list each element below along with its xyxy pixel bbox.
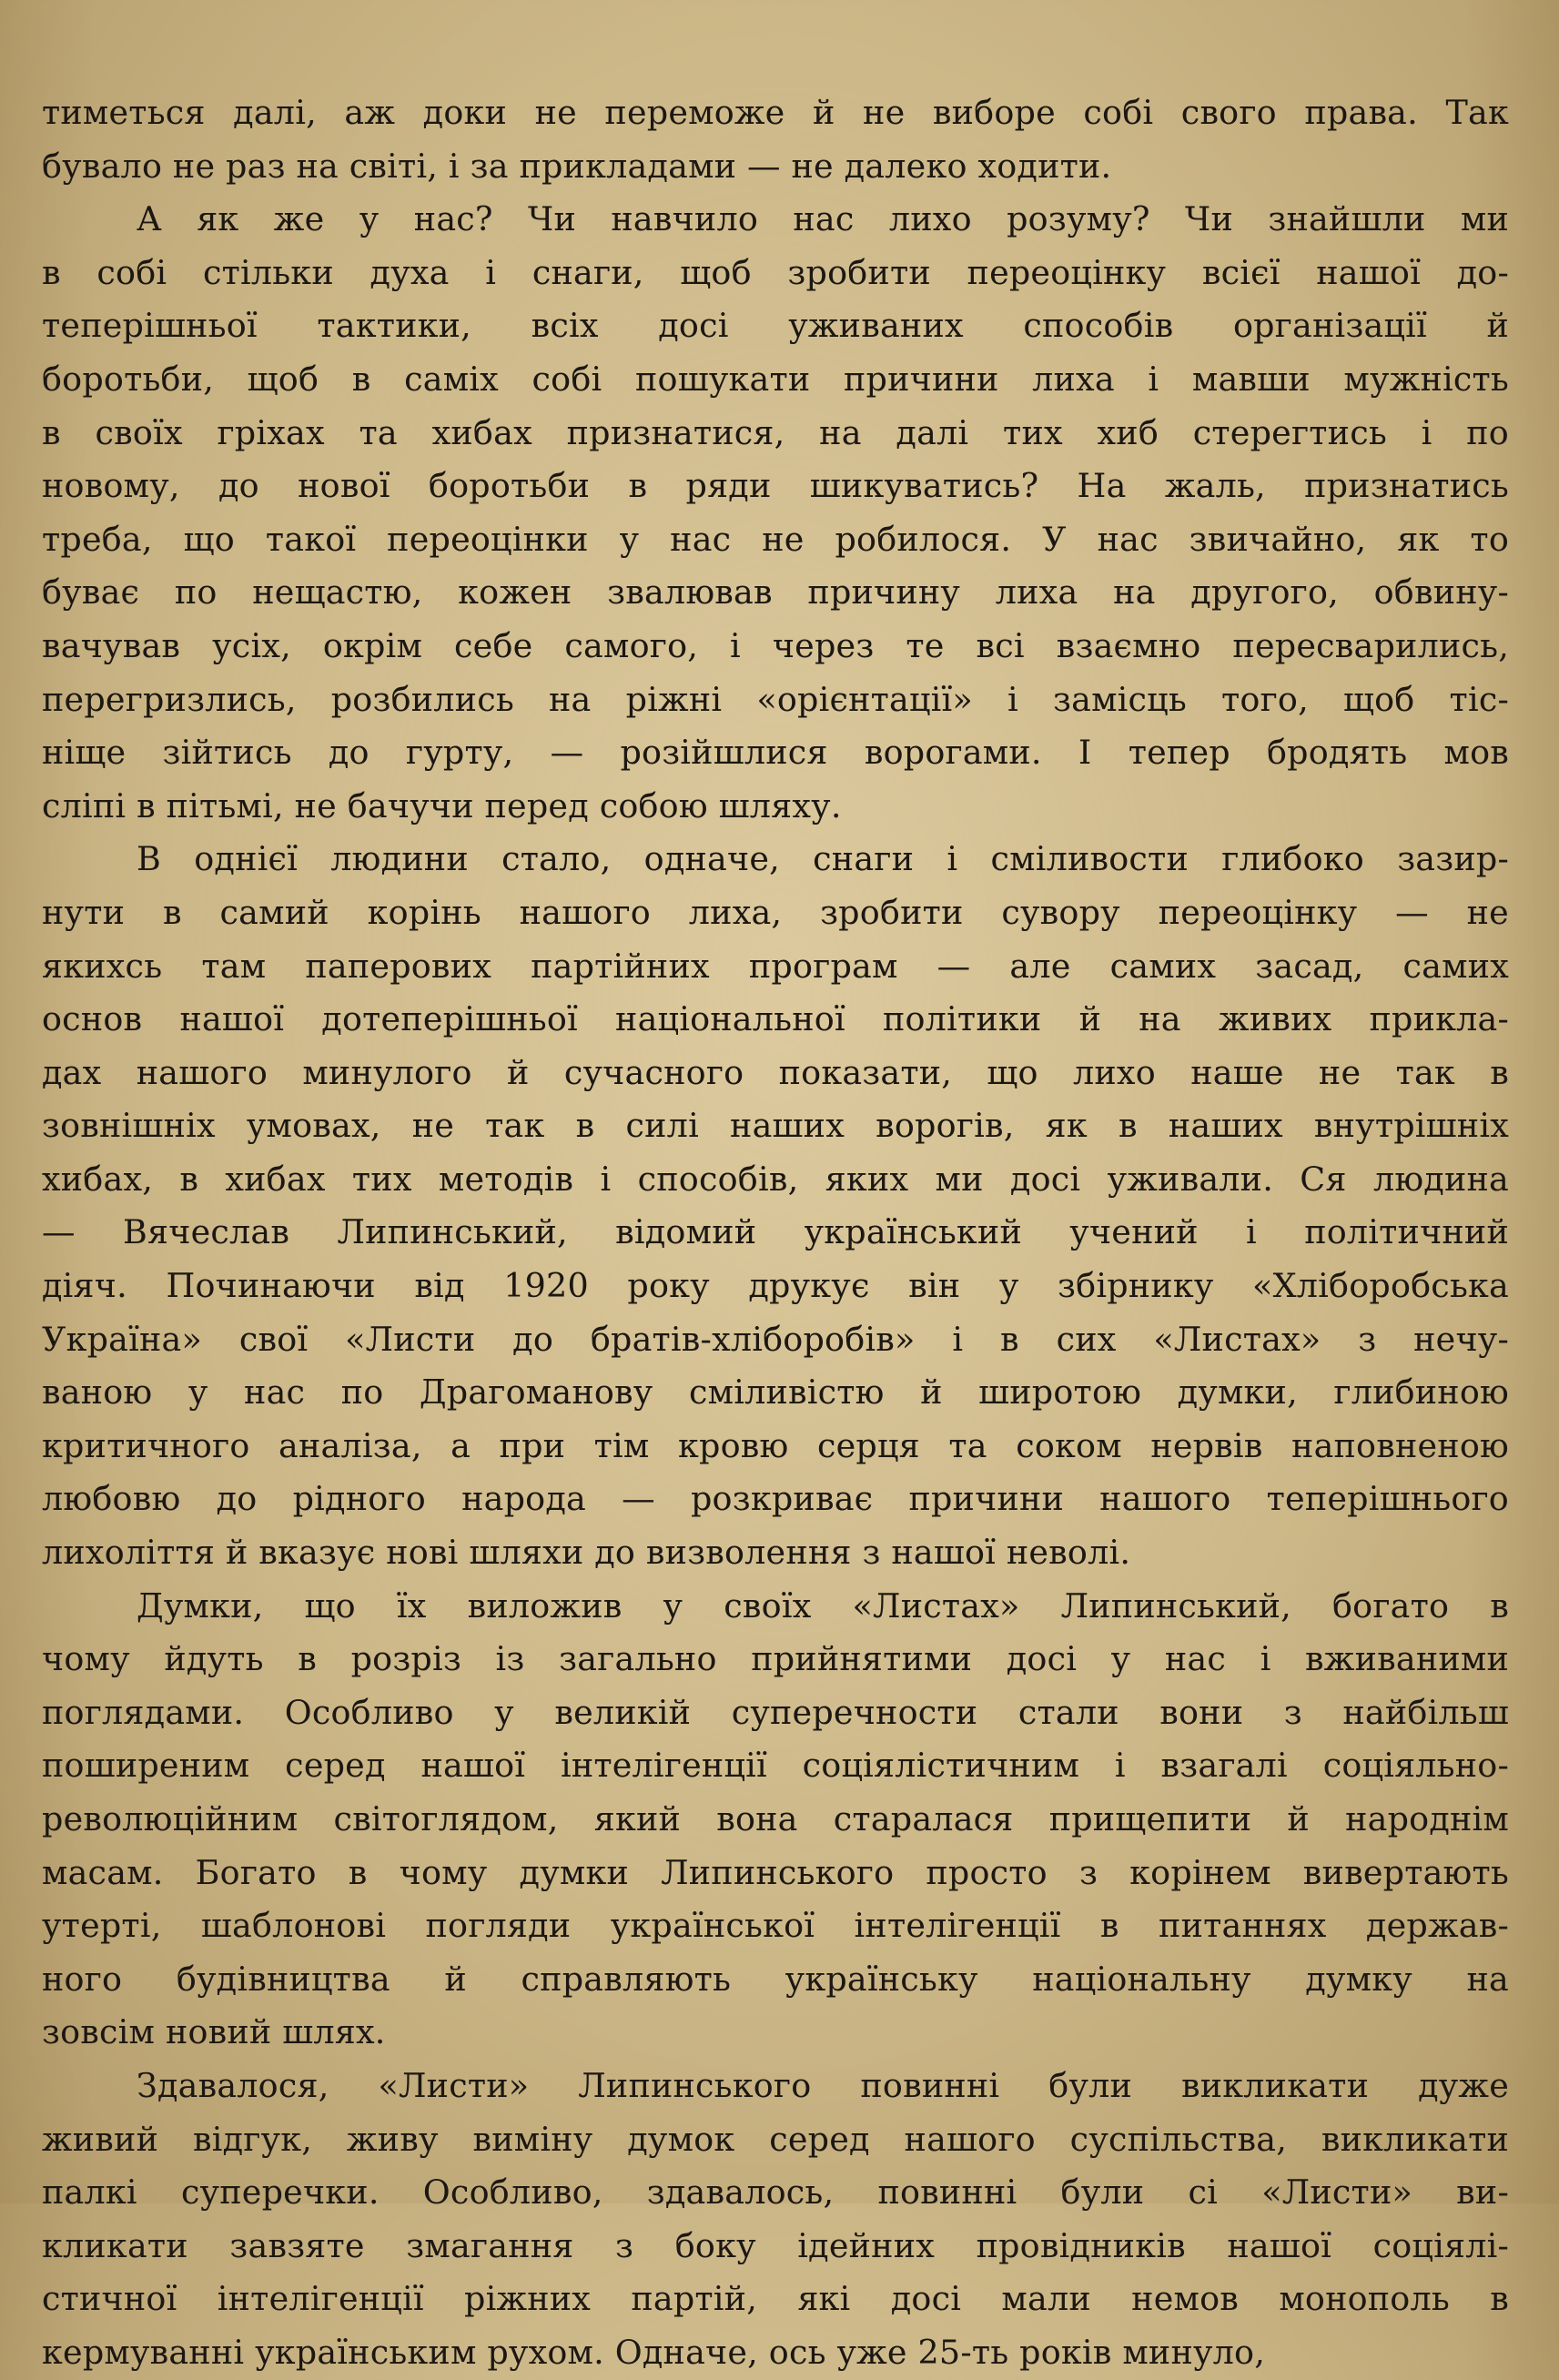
text-line: Думки, що їх виложив у своїх «Листах» Липинський, богато в [137,1585,1509,1625]
text-line: ного будівництва й справляють українську національну думку на [42,1959,1509,1999]
paragraph [42,86,1509,193]
text-line: нути в самий корінь нашого лиха, зробити сувору переоцінку — не [42,892,1509,932]
text-line: революційним світоглядом, який вона старалася прищепити й народнім [42,1799,1509,1838]
text-line: ніще зійтись до гурту, — розійшлися ворогами. І тепер бродять мов [42,733,1509,773]
text-line: масам. Богато в чому думки Липинського просто з корінем вивертають [42,1852,1509,1892]
paragraph [42,2060,1509,2380]
text-line: любовю до рідного народа — розкриває причини нашого теперішнього [42,1479,1509,1519]
text-line: дах нашого минулого й сучасного показати, що лихо наше не так в [42,1052,1509,1092]
text-line: зовнішніх умовах, не так в силі наших ворогів, як в наших внутрішніх [42,1106,1509,1146]
text-line: критичного аналіза, а при тім кровю серця та соком нервів наповненою [42,1425,1509,1465]
text-line: утерті, шаблонові погляди української інтелігенції в питаннях держав- [42,1906,1509,1946]
text-line: палкі суперечки. Особливо, здавалось, повинні були сі «Листи» ви- [42,2172,1509,2213]
text-line: — Вячеслав Липинський, відомий український учений і політичний [42,1212,1509,1252]
paragraph [42,833,1509,1579]
text-line: боротьби, щоб в саміх собі пошукати причини лиха і мавши мужність [42,359,1509,399]
text-line: в своїх гріхах та хибах признатися, на далі тих хиб стерегтись і по [42,412,1509,452]
paragraph [42,1580,1509,2060]
text-line: Здавалося, «Листи» Липинського повинні були викликати дуже [137,2065,1509,2105]
document-page [42,86,1509,2372]
text-line: А як же у нас? Чи навчило нас лихо розуму? Чи знайшли ми [137,199,1509,239]
text-line: лихоліття й вказує нові шляхи до визволення з нашої неволі. [42,1533,1131,1573]
text-line: живий відгук, живу виміну думок серед нашого суспільства, викликати [42,2119,1509,2159]
text-line: поширеним серед нашої інтелігенції соціялістичним і взагалі соціяльно- [42,1746,1509,1786]
text-line: кермуванні українським рухом. Одначе, ось уже 25-ть років минуло, [42,2332,1266,2372]
text-line: буває по нещастю, кожен звалював причину лиха на другого, обвину- [42,572,1509,613]
text-line: новому, до нової боротьби в ряди шикуватись? На жаль, признатись [42,466,1509,506]
paragraph [42,193,1509,833]
text-line: чому йдуть в розріз із загально прийнятими досі у нас і вживаними [42,1639,1509,1679]
text-line: поглядами. Особливо у великій суперечности стали вони з найбільш [42,1692,1509,1732]
text-line: основ нашої дотеперішньої національної політики й на живих прикла- [42,999,1509,1039]
text-line: тиметься далі, аж доки не переможе й не виборе собі свого права. Так [42,93,1509,132]
text-line: теперішньої тактики, всіх досі уживаних способів організації й [42,306,1509,346]
text-line: в собі стільки духа і снаги, щоб зробити переоцінку всієї нашої до- [42,252,1509,292]
text-line: якихсь там паперових партійних програм — але самих засад, самих [42,946,1509,986]
text-line: В однієї людини стало, одначе, снаги і сміливости глибоко зазир- [137,839,1509,879]
text-line: бувало не раз на світі, і за прикладами — не далеко ходити. [42,146,1112,186]
text-line: перегризлись, розбились на ріжні «орієнтації» і замісць того, щоб тіс- [42,679,1509,719]
text-line: стичної інтелігенції ріжних партій, які досі мали немов монополь в [42,2279,1509,2319]
text-line: зовсім новий шлях. [42,2012,386,2052]
text-line: ваною у нас по Драгоманову сміливістю й широтою думки, глибиною [42,1372,1509,1413]
text-line: Україна» свої «Листи до братів-хліборобів» і в сих «Листах» з нечу- [42,1319,1509,1359]
text-line: треба, що такої переоцінки у нас не робилося. У нас звичайно, як то [42,519,1509,559]
text-line: сліпі в пітьмі, не бачучи перед собою шляху. [42,785,842,825]
text-line: кликати завзяте змагання з боку ідейних провідників нашої соціялі- [42,2225,1509,2265]
text-line: хибах, в хибах тих методів і способів, яких ми досі уживали. Ся людина [42,1159,1509,1199]
text-line: діяч. Починаючи від 1920 року друкує він у збірнику «Хліборобська [42,1266,1509,1306]
text-line: вачував усіх, окрім себе самого, і через те всі взаємно пересварились, [42,625,1509,665]
